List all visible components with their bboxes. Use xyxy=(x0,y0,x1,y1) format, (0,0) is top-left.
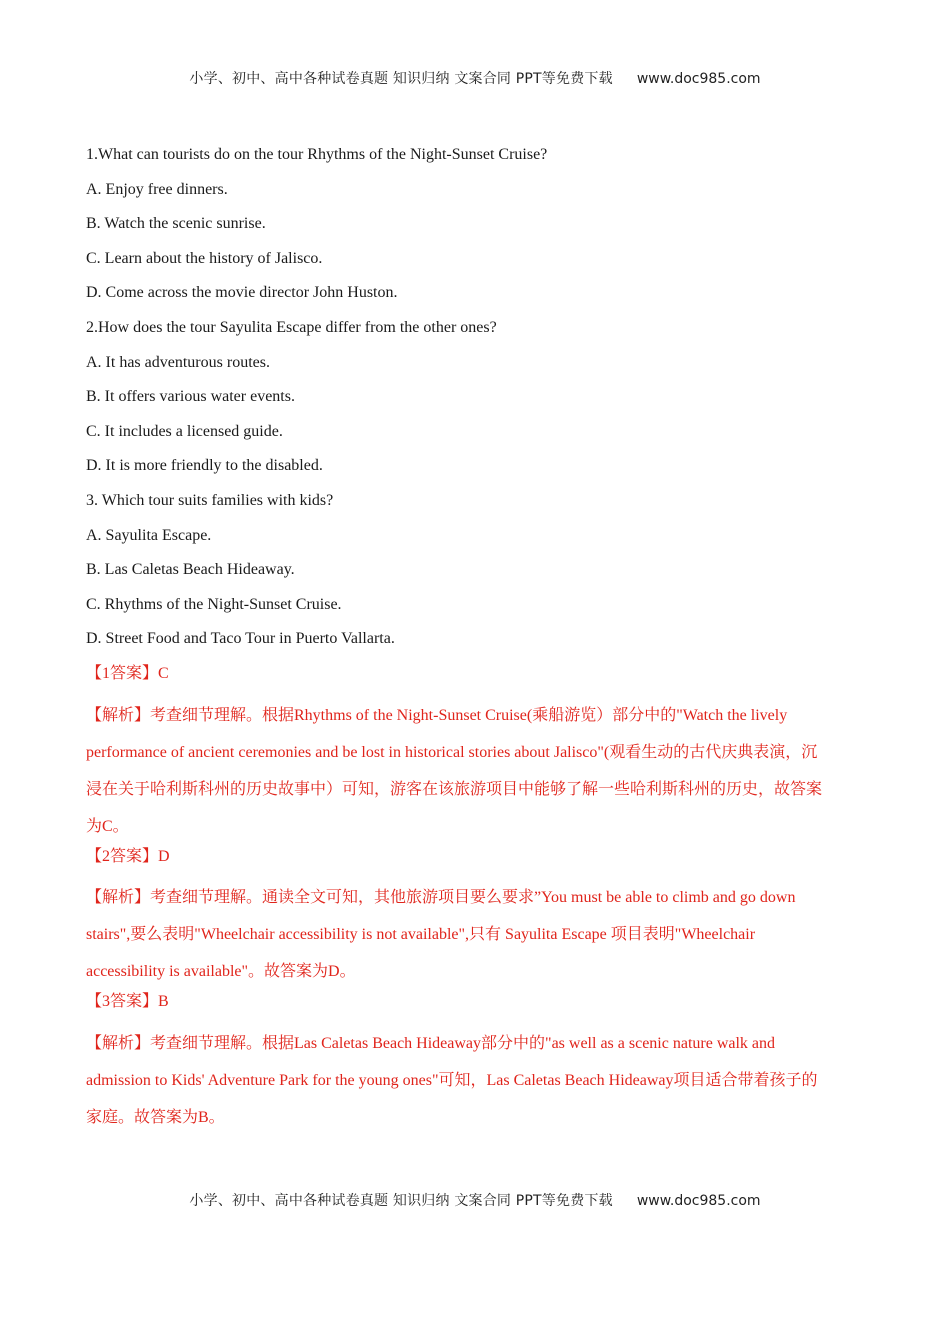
header-url[interactable]: www.doc985.com xyxy=(636,71,761,87)
page-header xyxy=(0,68,950,88)
analysis-2-line: accessibility is available"。故答案为D。 xyxy=(86,963,356,981)
question-3-option-d: D. Street Food and Taco Tour in Puerto Vallarta. xyxy=(86,630,395,648)
header-text: 小学、初中、高中各种试卷真题 知识归纳 文案合同 PPT等免费下载 xyxy=(189,71,613,87)
page-footer xyxy=(0,1190,950,1210)
footer-text: 小学、初中、高中各种试卷真题 知识归纳 文案合同 PPT等免费下载 xyxy=(189,1193,613,1209)
analysis-3 xyxy=(86,1025,866,1136)
question-3-option-b: B. Las Caletas Beach Hideaway. xyxy=(86,561,295,579)
analysis-1-line: 为C。 xyxy=(86,817,129,835)
analysis-1-line: 浸在关于哈利斯科州的历史故事中）可知，游客在该旅游项目中能够了解一些哈利斯科州的历史，故答案 xyxy=(86,780,823,798)
question-1-option-b: B. Watch the scenic sunrise. xyxy=(86,215,266,233)
answer-1: 【1答案】C xyxy=(86,664,169,682)
document-body xyxy=(86,143,866,1136)
question-3-option-c: C. Rhythms of the Night-Sunset Cruise. xyxy=(86,595,342,613)
question-2-option-c: C. It includes a licensed guide. xyxy=(86,422,283,440)
question-2-stem: 2.How does the tour Sayulita Escape differ from the other ones? xyxy=(86,318,497,336)
question-2-option-a: A. It has adventurous routes. xyxy=(86,353,270,371)
analysis-1 xyxy=(86,697,866,845)
footer-url[interactable]: www.doc985.com xyxy=(636,1193,761,1209)
question-1-option-c: C. Learn about the history of Jalisco. xyxy=(86,249,323,267)
analysis-3-line: admission to Kids' Adventure Park for the young ones"可知，Las Caletas Beach Hideaway项目适合带着孩子的 xyxy=(86,1071,818,1089)
question-1-option-d: D. Come across the movie director John Huston. xyxy=(86,284,398,302)
analysis-3-line: 家庭。故答案为B。 xyxy=(86,1108,225,1126)
analysis-3-line: 【解析】考查细节理解。根据Las Caletas Beach Hideaway部分中的"as well as a scenic nature walk and xyxy=(86,1034,776,1052)
question-2-option-d: D. It is more friendly to the disabled. xyxy=(86,457,323,475)
answer-3: 【3答案】B xyxy=(86,993,169,1011)
question-3-stem: 3. Which tour suits families with kids? xyxy=(86,491,334,509)
analysis-2 xyxy=(86,879,866,990)
question-2-option-b: B. It offers various water events. xyxy=(86,388,295,406)
analysis-2-line: stairs",要么表明"Wheelchair accessibility is not available",只有 Sayulita Escape 项目表明"Wheelchair xyxy=(86,926,756,944)
question-1-stem: 1.What can tourists do on the tour Rhythms of the Night-Sunset Cruise? xyxy=(86,146,548,163)
analysis-1-line: performance of ancient ceremonies and be lost in historical stories about Jalisco"(观看生动的古代庆典表演，沉 xyxy=(86,743,818,761)
answer-2: 【2答案】D xyxy=(86,847,170,865)
analysis-2-line: 【解析】考查细节理解。通读全文可知，其他旅游项目要么要求”You must be able to climb and go down xyxy=(86,889,796,907)
analysis-1-line: 【解析】考查细节理解。根据Rhythms of the Night-Sunset Cruise(乘船游览）部分中的"Watch the lively xyxy=(86,706,788,724)
question-3-option-a: A. Sayulita Escape. xyxy=(86,526,212,544)
question-1-option-a: A. Enjoy free dinners. xyxy=(86,180,228,198)
